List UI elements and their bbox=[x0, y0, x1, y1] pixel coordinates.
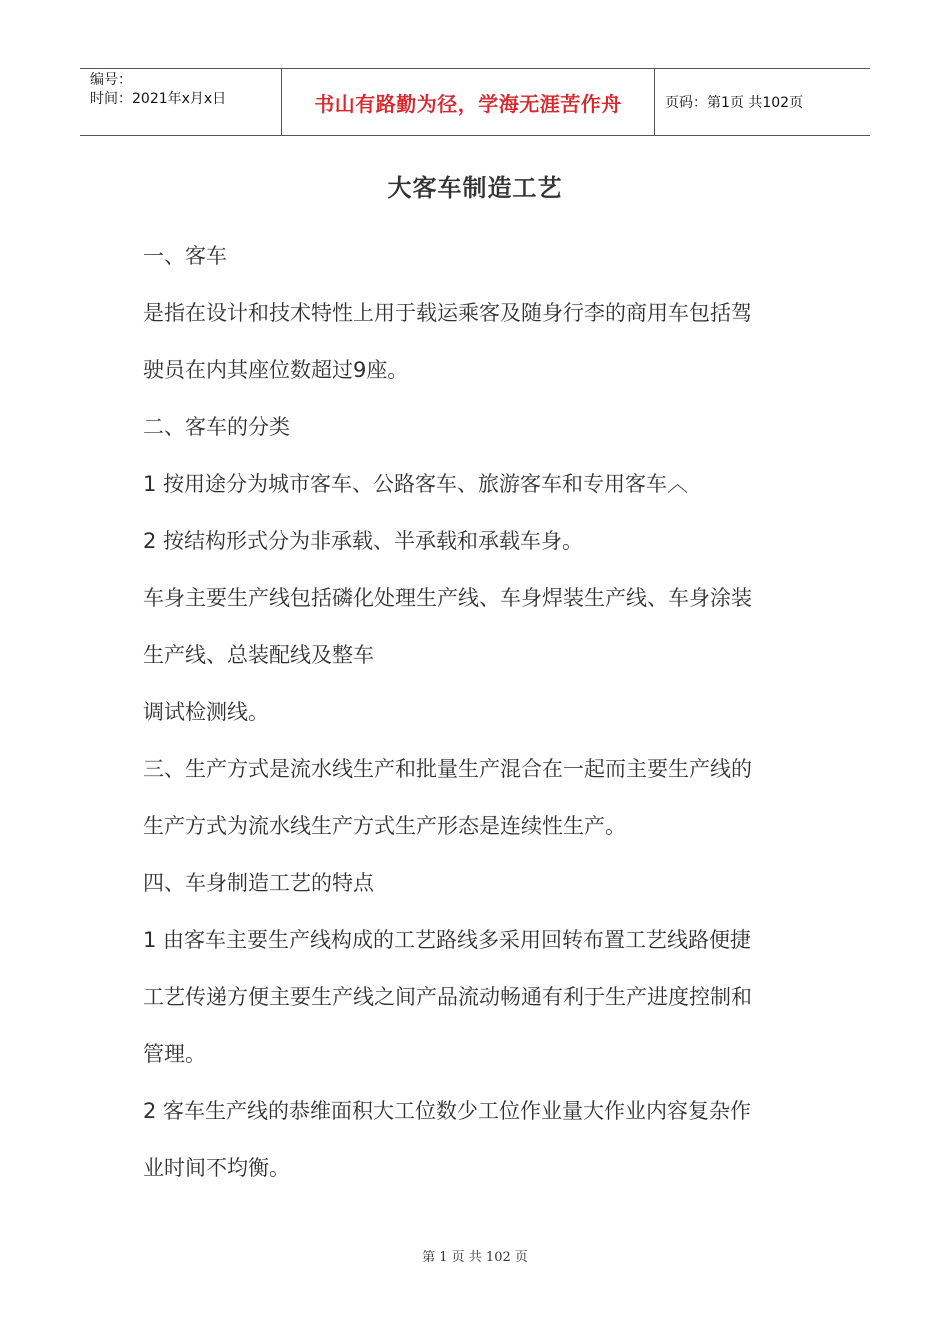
paragraph-line: 是指在设计和技术特性上用于载运乘客及随身行李的商用车包括驾 bbox=[143, 301, 752, 325]
paragraph-line: 生产线、总装配线及整车 bbox=[143, 643, 374, 667]
document-date: 时间：2021年x月x日 bbox=[90, 91, 227, 107]
paragraph-line: 工艺传递方便主要生产线之间产品流动畅通有利于生产进度控制和 bbox=[143, 985, 752, 1009]
header-page-info: 页码：第1页 共102页 bbox=[665, 95, 804, 111]
document-title: 大客车制造工艺 bbox=[387, 174, 563, 202]
header-motto: 书山有路勤为径，学海无涯苦作舟 bbox=[282, 69, 655, 135]
paragraph-line: 2 按结构形式分为非承载、半承载和承载车身。 bbox=[143, 529, 584, 553]
header-meta bbox=[80, 69, 282, 135]
paragraph-line: 1 由客车主要生产线构成的工艺路线多采用回转布置工艺线路便捷 bbox=[143, 928, 752, 952]
section-heading-4: 四、车身制造工艺的特点 bbox=[143, 871, 374, 895]
section-heading-1: 一、客车 bbox=[143, 244, 227, 268]
paragraph-line: 车身主要生产线包括磷化处理生产线、车身焊装生产线、车身涂装 bbox=[143, 586, 752, 610]
section-heading-2: 二、客车的分类 bbox=[143, 415, 290, 439]
page-footer: 第 1 页 共 102 页 bbox=[422, 1250, 528, 1265]
paragraph-line: 管理。 bbox=[143, 1042, 206, 1066]
section-heading-3: 三、生产方式是流水线生产和批量生产混合在一起而主要生产线的 bbox=[143, 757, 752, 781]
document-number-label: 编号： bbox=[90, 72, 132, 88]
paragraph-line: 业时间不均衡。 bbox=[143, 1156, 290, 1180]
paragraph-line: 调试检测线。 bbox=[143, 700, 269, 724]
document-header bbox=[80, 68, 870, 136]
paragraph-line: 驶员在内其座位数超过9座。 bbox=[143, 358, 409, 382]
paragraph-line: 生产方式为流水线生产方式生产形态是连续性生产。 bbox=[143, 814, 626, 838]
paragraph-line: 1 按用途分为城市客车、公路客车、旅游客车和专用客车︿ bbox=[143, 472, 689, 496]
paragraph-line: 2 客车生产线的恭维面积大工位数少工位作业量大作业内容复杂作 bbox=[143, 1099, 752, 1123]
